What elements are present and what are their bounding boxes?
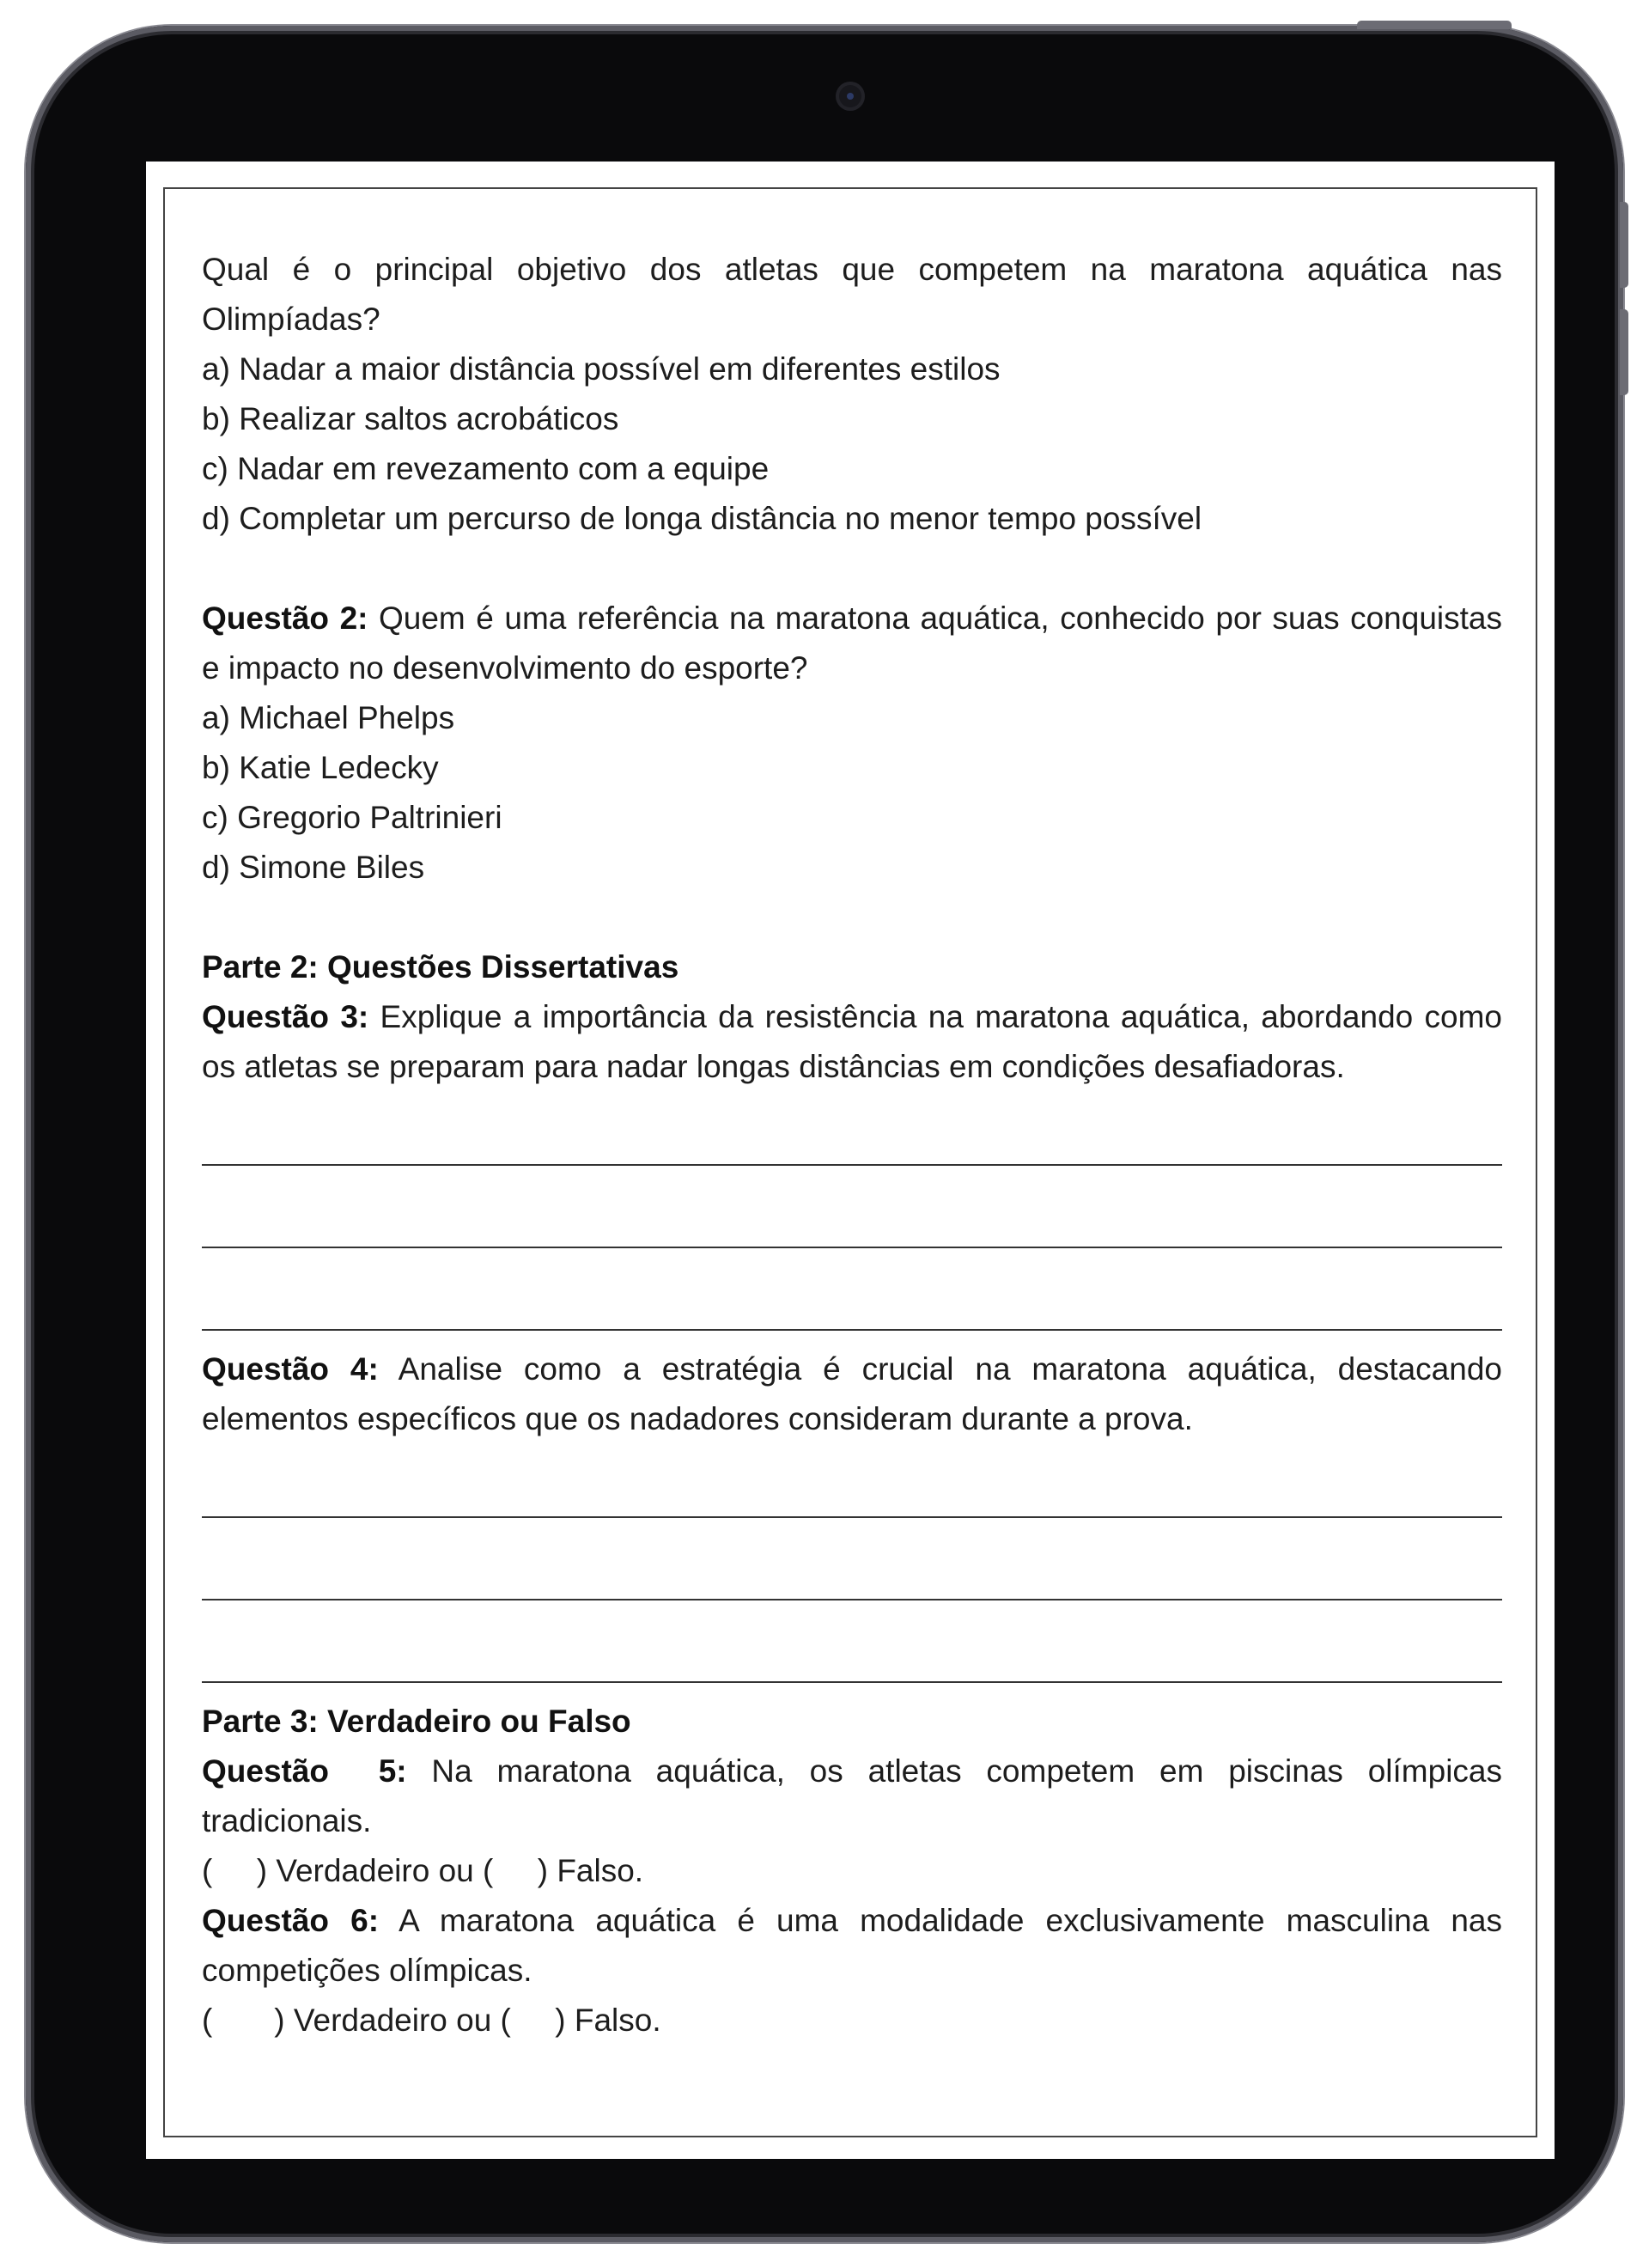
answer-line[interactable] <box>202 1600 1502 1683</box>
answer-line[interactable] <box>202 1083 1502 1166</box>
question-2-option-d: d) Simone Biles <box>202 850 425 885</box>
tablet-screen <box>146 162 1555 2159</box>
answer-line[interactable] <box>202 1248 1502 1331</box>
question-1-option-b: b) Realizar saltos acrobáticos <box>202 401 619 436</box>
spacer <box>202 1683 1502 1697</box>
spacer <box>202 1331 1502 1344</box>
question-3-label: Questão 3: <box>202 999 369 1034</box>
answer-line[interactable] <box>202 1518 1502 1600</box>
question-2-option-b: b) Katie Ledecky <box>202 750 439 785</box>
answer-line[interactable] <box>202 1436 1502 1518</box>
question-1-text: Qual é o principal objetivo dos atletas que competem na maratona aquática nas Olimpíadas? <box>202 252 1502 337</box>
volume-down-button <box>1620 309 1628 395</box>
question-6 <box>202 1896 1502 1996</box>
spacer <box>202 544 1502 594</box>
question-5 <box>202 1747 1502 1846</box>
question-5-label: Questão 5: <box>202 1753 407 1789</box>
tablet-frame <box>26 26 1623 2242</box>
spacer <box>202 893 1502 942</box>
question-1-option-a: a) Nadar a maior distância possível em diferentes estilos <box>202 351 1001 387</box>
question-6-text: A maratona aquática é uma modalidade exclusivamente masculina nas competições olímpicas. <box>202 1903 1502 1988</box>
question-3-text: Explique a importância da resistência na maratona aquática, abordando como os atletas se preparam para nadar longas distâncias em condições desafiadoras. <box>202 999 1502 1084</box>
question-2-label: Questão 2: <box>202 601 368 636</box>
question-6-choices[interactable]: ( ) Verdadeiro ou ( ) Falso. <box>202 2003 661 2038</box>
top-button <box>1357 21 1512 29</box>
part-3-heading <box>202 1697 1502 1747</box>
question-3 <box>202 992 1502 1092</box>
question-1-option-d: d) Completar um percurso de longa distância no menor tempo possível <box>202 501 1202 536</box>
part-3-title: Parte 3: Verdadeiro ou Falso <box>202 1704 631 1739</box>
question-3-answer-area[interactable] <box>202 1083 1502 1331</box>
question-2-option-c: c) Gregorio Paltrinieri <box>202 800 502 835</box>
front-camera <box>836 82 865 111</box>
question-2 <box>202 594 1502 693</box>
answer-line[interactable] <box>202 1166 1502 1248</box>
question-6-label: Questão 6: <box>202 1903 380 1938</box>
volume-up-button <box>1620 202 1628 288</box>
question-4-answer-area[interactable] <box>202 1436 1502 1683</box>
question-1-option-c: c) Nadar em revezamento com a equipe <box>202 451 770 486</box>
question-2-option-a: a) Michael Phelps <box>202 700 455 735</box>
question-4-label: Questão 4: <box>202 1351 379 1387</box>
question-4-text: Analise como a estratégia é crucial na maratona aquática, destacando elementos específicos que os nadadores consideram durante a prova. <box>202 1351 1502 1436</box>
question-4 <box>202 1344 1502 1444</box>
part-2-heading <box>202 942 1502 992</box>
question-2-text: Quem é uma referência na maratona aquática, conhecido por suas conquistas e impacto no desenvolvimento do esporte? <box>202 601 1502 686</box>
question-5-choices[interactable]: ( ) Verdadeiro ou ( ) Falso. <box>202 1853 644 1888</box>
document-content <box>202 245 1502 2045</box>
question-5-text: Na maratona aquática, os atletas competem em piscinas olímpicas tradicionais. <box>202 1753 1502 1838</box>
part-2-title: Parte 2: Questões Dissertativas <box>202 949 679 985</box>
